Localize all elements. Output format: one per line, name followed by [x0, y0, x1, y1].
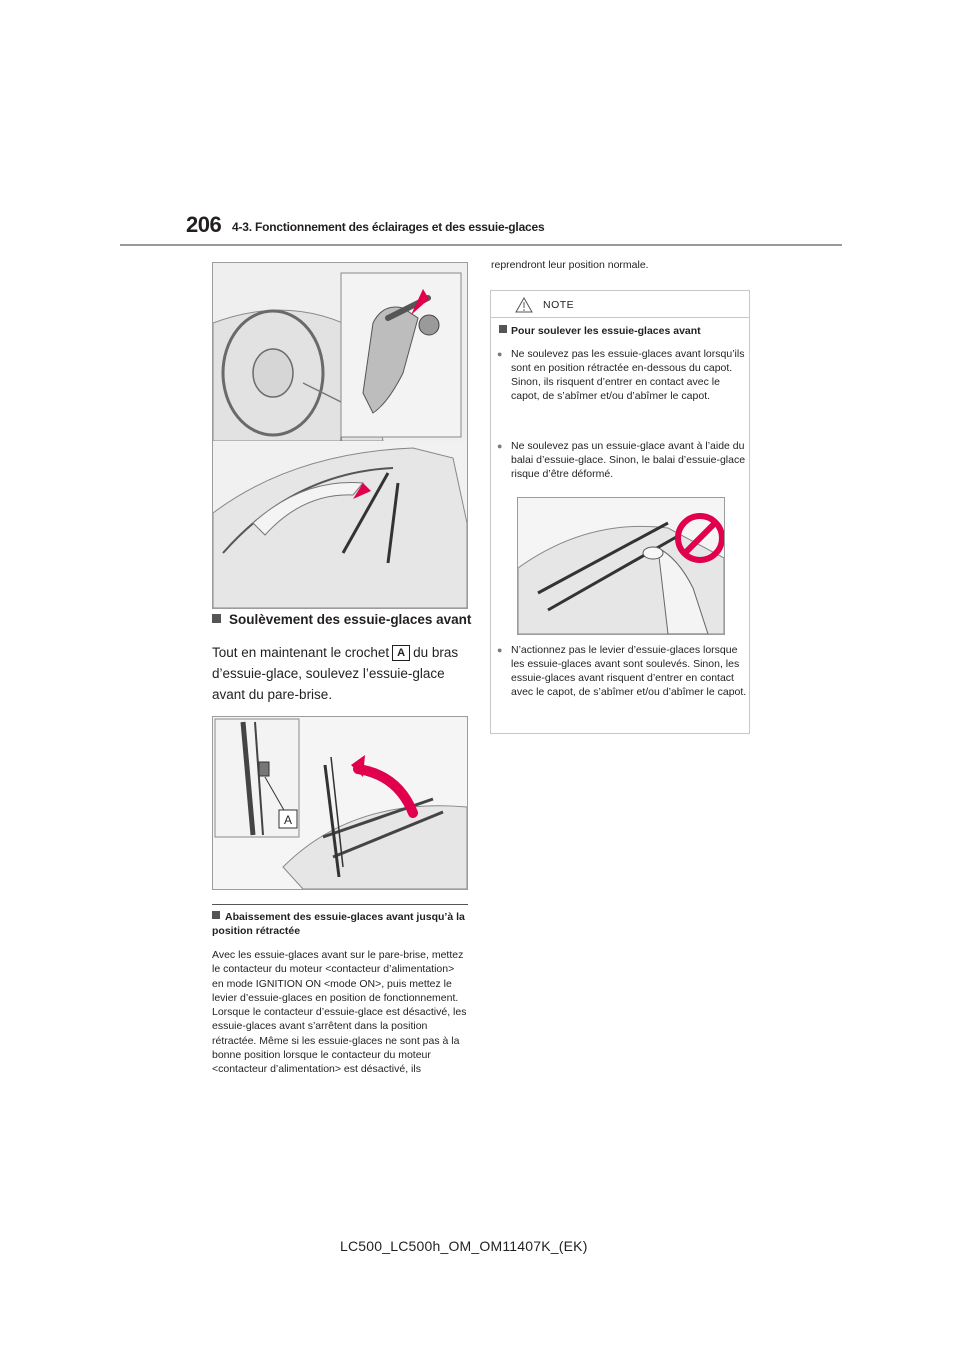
subsection-heading: Abaissement des essuie-glaces avant jusqu’à la position rétractée: [212, 911, 465, 937]
note-box: [490, 290, 750, 734]
figure-prohibited-lifting: [517, 497, 725, 635]
page-number: 206: [186, 212, 222, 237]
header-rule: [120, 244, 842, 246]
section-heading: Soulèvement des essuie-glaces avant: [212, 612, 472, 627]
note-bullet-2: ● Ne soulevez pas un essuie-glace avant à l’aide du balai d’essuie-glace. Sinon, le balai d’essuie-glace risque d’être déformé.: [497, 439, 751, 481]
footer-document-id: LC500_LC500h_OM_OM11407K_(EK): [340, 1238, 588, 1254]
square-bullet-icon: [212, 614, 221, 623]
note-header-rule: [491, 317, 749, 318]
note-title: NOTE: [543, 299, 575, 311]
prohibited-lifting-illustration: [518, 498, 724, 634]
lift-curve-arrow-icon: [358, 769, 413, 813]
instruction-paragraph: Tout en maintenant le crochet A du bras d’essuie-glace, soulevez l’essuie-glace avant du pare-brise.: [212, 645, 459, 702]
hook-label: A: [283, 813, 293, 827]
subsection-paragraph: Avec les essuie-glaces avant sur le pare-brise, mettez le contacteur du moteur <contacteur d’alimentation> en mode IGNITION ON <mode ON>, puis mettez le levier d’essuie-glaces en position de fonctionnement. Lorsque le contacteur d’essuie-glace est désactivé, les essuie-glaces avant s’arrêtent dans la position rétractée. Même si les essuie-glaces ne sont pas à la bonne position lorsque le contacteur du moteur <contacteur d’alimentation> est désactivé, ils: [212, 949, 467, 1076]
figure-wiper-lever-and-windshield: [212, 262, 468, 609]
note-subheading: Pour soulever les essuie-glaces avant: [499, 325, 744, 337]
square-bullet-icon: [212, 911, 220, 919]
note-bullet-3: ● N’actionnez pas le levier d’essuie-glaces lorsque les essuie-glaces avant sont soulevés. Sinon, les essuie-glaces avant risquent d’entrer en contact avec le capot, de s’abîmer et/ou d’abîmer le capot.: [497, 643, 751, 699]
square-bullet-icon: [499, 325, 507, 333]
warning-triangle-icon: [515, 297, 533, 313]
callout-marker: A: [392, 645, 410, 661]
section-title: 4-3. Fonctionnement des éclairages et des essuie-glaces: [232, 220, 545, 234]
figure-wiper-hook: [212, 716, 468, 890]
continuation-text: reprendront leur position normale.: [491, 259, 649, 271]
note-bullet-1: ● Ne soulevez pas les essuie-glaces avant lorsqu’ils sont en position rétractée en-dessous du capot. Sinon, ils risquent d’entrer en contact avec le capot, de s’abîmer et/ou d’abîmer le capot.: [497, 347, 751, 403]
wiper-lever-illustration: [213, 263, 467, 608]
subsection-rule: [212, 904, 468, 905]
wiper-hook-illustration: [213, 717, 467, 889]
